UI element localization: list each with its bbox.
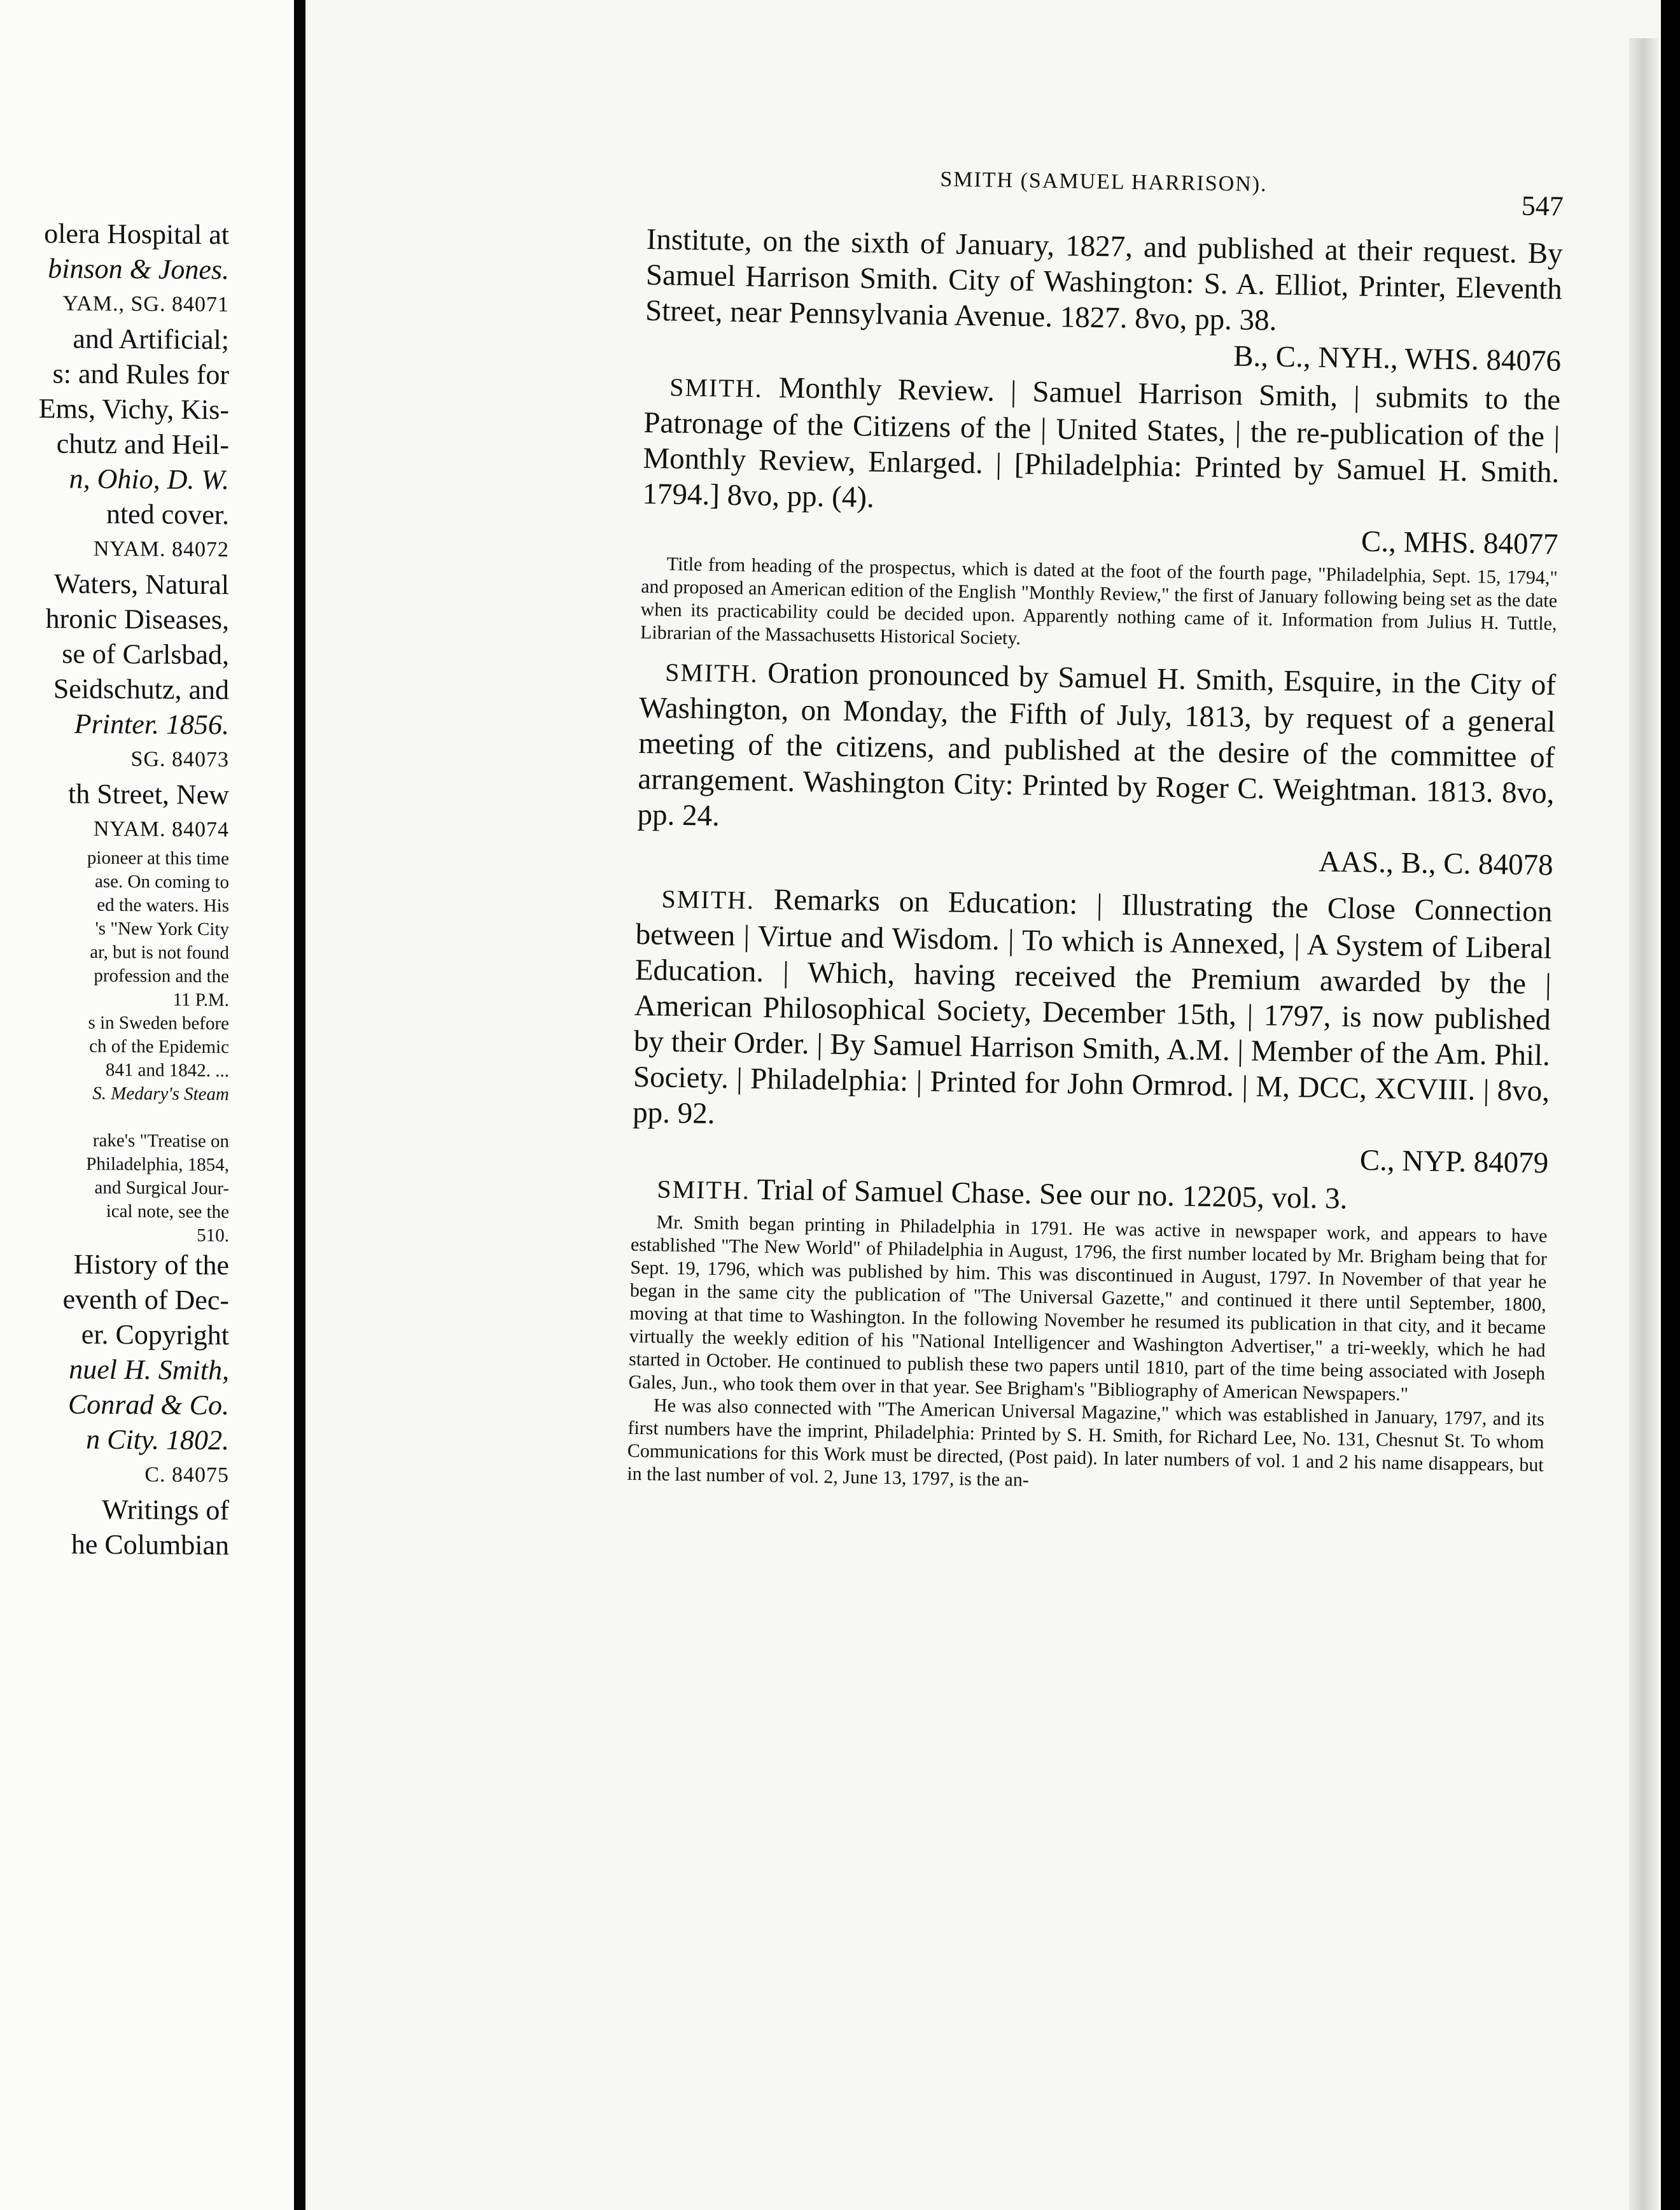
left-page-line: s: and Rules for: [52, 358, 229, 391]
entry-body: Remarks on Education: | Illustrating the Close Connection between | Virtue and Wisdom. | To which is Annexed, | A System of Liberal Education. | Which, having received the Premium awarded by the | American Philosophical Society, December 15th, | 1797, is now published by their Order. | By Samuel Harrison Smith, A.M. | Member of the Am. Phil. Society. | Philadelphia: | Printed for John Ormrod. | M, DCC, XCVIII. | 8vo, pp. 92.: [632, 883, 1553, 1130]
entry-reference: C., NYP. 84079: [1359, 1143, 1549, 1180]
left-page-line: Conrad & Co.: [67, 1388, 229, 1421]
left-page-line: Ems, Vichy, Kis-: [38, 393, 229, 426]
left-page-line: th Street, New: [68, 778, 229, 811]
note-paragraph: Mr. Smith began printing in Philadelphia in 1791. He was active in newspaper work, and appears to have established "The New World" of Philadelphia in August, 1796, the first number located by Mr. Brigham being that for Sept. 19, 1796, which was published by him. This was discontinued in August, 1797. In November of that year he began in the same city the publication of "The Universal Gazette," and continued it there until September, 1800, moving at that time to Washington. In the following November he resumed its publication in that city, and it became virtually the weekly edition of his "National Intelligencer and Washington Advertiser," a tri-weekly, which he had started in October. He continued to publish these two papers until 1810, part of the time being associated with Joseph Gales, Jun., who took them over in that year. See Brigham's "Bibliography of American Newspapers.": [628, 1211, 1548, 1405]
left-page-line: 's "New York City: [95, 918, 229, 940]
entry-body: Institute, on the sixth of January, 1827, and published at their request. By Samuel Harrison Smith. City of Washington: S. A. Elliot, Printer, Eleventh Street, near Pennsylvania Avenue. 1827. 8vo, pp. 38.: [645, 222, 1564, 337]
entry-heading: SMITH.: [669, 372, 763, 403]
left-page-line: 510.: [197, 1225, 229, 1246]
left-page-line: Printer. 1856.: [74, 708, 229, 741]
left-page-line: ch of the Epidemic: [89, 1036, 229, 1058]
left-page-line: hronic Diseases,: [45, 603, 229, 636]
left-page-line: and Artificial;: [73, 323, 229, 356]
left-page-line: 11 P.M.: [172, 989, 229, 1011]
left-page-line: chutz and Heil-: [56, 428, 229, 461]
entry-note: [640, 552, 1558, 659]
entry-heading: SMITH.: [661, 884, 755, 915]
left-page-line: Writings of: [102, 1493, 229, 1526]
left-page-line: ase. On coming to: [94, 871, 229, 893]
left-page-line: NYAM. 84074: [93, 817, 229, 842]
entry-reference: C., MHS. 84077: [1361, 524, 1558, 561]
entry-heading: SMITH.: [657, 1174, 751, 1205]
entry-reference: B., C., NYH., WHS. 84076: [1233, 339, 1562, 378]
left-page-line: ical note, see the: [106, 1200, 229, 1223]
left-page-line: he Columbian: [71, 1528, 229, 1561]
left-page-line: Waters, Natural: [54, 568, 229, 601]
entry-reference: AAS., B., C. 84078: [1318, 845, 1553, 882]
left-page-line: Seidschutz, and: [53, 673, 229, 706]
page-body: [627, 151, 1564, 1509]
entry-84076: [645, 222, 1563, 380]
entry-body: Monthly Review. | Samuel Harrison Smith, | submits to the Patronage of the Citizens of the | United States, | the re-publication of the | Monthly Review, Enlarged. | [Philadelphia: Printed by Samuel H. Smith. 1794.] 8vo, pp. (4).: [642, 371, 1561, 514]
left-page-line: Philadelphia, 1854,: [86, 1153, 229, 1176]
note-paragraph: Title from heading of the prospectus, which is dated at the foot of the fourth page, "Philadelphia, Sept. 15, 1794," and proposed an American edition of the English "Monthly Review," the first of January following being set as the date when its practicability could be decided upon. Apparently nothing came of it. Information from Julius H. Tuttle, Librarian of the Massachusetts Historical Society.: [640, 553, 1558, 649]
page-edge: [1629, 38, 1658, 2210]
left-page-column: [0, 216, 229, 1563]
page-number: 547: [1521, 190, 1564, 222]
entry-84078: [636, 653, 1556, 884]
left-page-line: [0, 1105, 229, 1130]
left-page-line: s in Sweden before: [88, 1012, 229, 1034]
left-page-line: pioneer at this time: [87, 847, 229, 869]
left-page-line: and Surgical Jour-: [94, 1177, 229, 1199]
running-head: [647, 151, 1564, 236]
left-page-line: ar, but is not found: [90, 941, 229, 964]
book-gutter: [294, 0, 305, 2210]
left-page-line: n City. 1802.: [86, 1423, 229, 1456]
left-page-line: nuel H. Smith,: [69, 1353, 229, 1386]
left-page-line: C. 84075: [144, 1463, 229, 1488]
entry-84079: [632, 880, 1553, 1182]
running-head-title: SMITH (SAMUEL HARRISON).: [940, 167, 1268, 197]
left-page-line: er. Copyright: [81, 1318, 229, 1351]
left-page-line: olera Hospital at: [44, 218, 229, 251]
entry-body: Oration pronounced by Samuel H. Smith, Esquire, in the City of Washington, on Monday, the Fifth of July, 1813, by request of a general meeting of the citizens, and published at the desire of the committee of arrangement. Washington City: Printed by Roger C. Weightman. 1813. 8vo, pp. 24.: [637, 656, 1557, 833]
left-page-line: YAM., SG. 84071: [62, 292, 229, 317]
entry-heading: SMITH.: [664, 658, 759, 688]
left-page-line: binson & Jones.: [48, 253, 229, 286]
left-page: [0, 0, 294, 2210]
left-page-line: eventh of Dec-: [62, 1283, 229, 1316]
entry-body: Trial of Samuel Chase. See our no. 12205, vol. 3.: [757, 1172, 1348, 1216]
entry-note: [627, 1211, 1548, 1500]
note-paragraph: He was also connected with "The American Universal Magazine," which was established in January, 1797, and its first numbers have the imprint, Philadelphia: Printed by S. H. Smith, for Richard Lee, No. 131, Chesnut St. To whom Communications for this Work must be directed, (Post paid). In later numbers of vol. 1 and 2 his name disappears, but in the last number of vol. 2, June 13, 1797, is the an-: [627, 1395, 1545, 1491]
left-page-line: ed the waters. His: [97, 894, 229, 917]
entry-trial-of-samuel-chase: [627, 1170, 1548, 1500]
left-page-line: S. Medary's Steam: [92, 1083, 229, 1105]
left-page-line: NYAM. 84072: [93, 537, 229, 562]
left-page-line: 841 and 1842. ...: [105, 1059, 229, 1081]
entry-text: [633, 880, 1553, 1145]
left-page-line: profession and the: [94, 965, 229, 987]
left-page-line: History of the: [73, 1248, 229, 1281]
left-page-line: se of Carlsbad,: [62, 638, 229, 671]
left-page-line: SG. 84073: [130, 747, 229, 772]
left-page-line: nted cover.: [106, 498, 229, 531]
right-page: [305, 0, 1661, 2210]
left-page-line: rake's "Treatise on: [92, 1130, 229, 1152]
entry-text: [637, 653, 1556, 847]
left-page-line: n, Ohio, D. W.: [69, 463, 229, 496]
entry-text: [642, 368, 1560, 526]
entry-84077: [640, 368, 1561, 659]
